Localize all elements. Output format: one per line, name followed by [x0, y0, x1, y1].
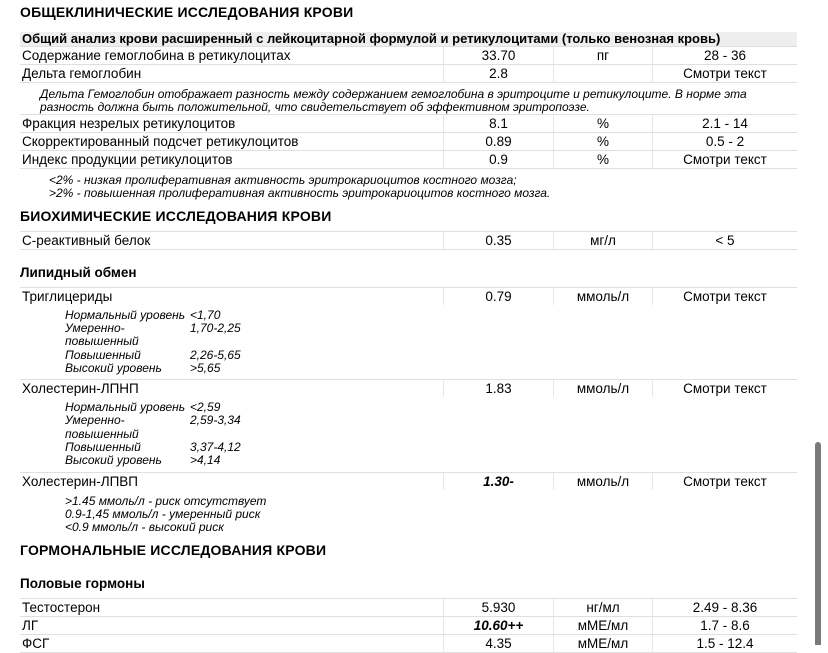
- results-table: [20, 379, 797, 397]
- level-row: [65, 349, 797, 362]
- footnote: [20, 174, 797, 201]
- test-value: 2.8: [443, 65, 553, 82]
- level-range: >5,65: [190, 360, 221, 375]
- test-value: 1.30-: [443, 473, 553, 490]
- level-range: >4,14: [190, 453, 221, 468]
- test-value: 33.70: [443, 47, 553, 64]
- section-header: ОБЩЕКЛИНИЧЕСКИЕ ИССЛЕДОВАНИЯ КРОВИ: [20, 4, 354, 20]
- level-label: Нормальный уровень: [65, 307, 186, 322]
- test-unit: %: [553, 151, 652, 168]
- result-row: [20, 472, 797, 490]
- test-name: Индекс продукции ретикулоцитов: [22, 152, 233, 168]
- reference-range: Смотри текст: [652, 288, 797, 305]
- test-name: Триглицериды: [22, 288, 113, 304]
- test-name: ЛГ: [22, 617, 39, 633]
- footnote-line: 0.9-1,45 ммоль/л - умеренный риск: [65, 506, 261, 521]
- test-value: 10.60++: [443, 617, 553, 634]
- result-row: [20, 379, 797, 397]
- result-row: [20, 132, 797, 150]
- results-table: [20, 46, 797, 83]
- test-name: Тестостерон: [22, 599, 101, 615]
- level-row: [65, 401, 797, 414]
- footnote: [20, 88, 797, 115]
- level-row: [65, 441, 797, 454]
- level-label: Повышенный: [65, 440, 141, 455]
- test-unit: мМЕ/мл: [553, 635, 652, 652]
- footnote-line: разность должна быть положительной, что свидетельствует об эффективном эритропоэзе.: [40, 99, 590, 114]
- level-label: Повышенный: [65, 347, 141, 362]
- footnote-line: Дельта Гемоглобин отображает разность между содержанием гемоглобина в эритроците и ретикулоците. В норме эта: [40, 86, 747, 101]
- test-unit: %: [553, 133, 652, 150]
- result-row: [20, 64, 797, 83]
- level-range: 1,70-2,25: [190, 320, 241, 335]
- reference-range: 2.1 - 14: [652, 115, 797, 132]
- subsection-header: Половые гормоны: [20, 575, 145, 591]
- reference-range: 1.5 - 12.4: [652, 635, 797, 652]
- section-header: БИОХИМИЧЕСКИЕ ИССЛЕДОВАНИЯ КРОВИ: [20, 207, 332, 224]
- test-name: ФСГ: [22, 635, 50, 651]
- test-value: 0.9: [443, 151, 553, 168]
- level-label: Нормальный уровень: [65, 400, 186, 415]
- test-name: Содержание гемоглобина в ретикулоцитах: [22, 47, 291, 63]
- level-range: 2,59-3,34: [190, 413, 241, 428]
- test-value: 0.79: [443, 288, 553, 305]
- test-group-banner: Общий анализ крови расширенный с лейкоцитарной формулой и ретикулоцитами (только венозная кровь): [20, 32, 797, 46]
- result-row: [20, 634, 797, 653]
- results-table: [20, 598, 797, 653]
- test-name: Холестерин-ЛПВП: [22, 473, 139, 489]
- test-unit: мг/л: [553, 232, 652, 249]
- test-value: 5.930: [443, 599, 553, 616]
- reference-range: 28 - 36: [652, 47, 797, 64]
- reference-range: Смотри текст: [652, 65, 797, 82]
- level-row: [65, 454, 797, 467]
- reference-range: Смотри текст: [652, 380, 797, 397]
- footnote-line: >2% - повышенная пролиферативная активность эритрокариоцитов костного мозга.: [49, 186, 551, 201]
- subsection-header: Липидный обмен: [20, 264, 137, 280]
- level-label: Высокий уровень: [65, 360, 162, 375]
- lab-report-document: [20, 5, 797, 653]
- reference-range: Смотри текст: [652, 473, 797, 490]
- test-name: Холестерин-ЛПНП: [22, 381, 139, 397]
- test-unit: нг/мл: [553, 599, 652, 616]
- reference-levels-note: [65, 401, 797, 467]
- level-range: 2,26-5,65: [190, 347, 241, 362]
- vertical-scrollbar-thumb[interactable]: [815, 442, 821, 645]
- test-unit: ммоль/л: [553, 380, 652, 397]
- level-label: Умеренно-повышенный: [65, 413, 139, 441]
- footnote-line: <2% - низкая пролиферативная активность эритрокариоцитов костного мозга;: [49, 173, 517, 188]
- result-row: [20, 114, 797, 132]
- footnote-line: <0.9 ммоль/л - высокий риск: [65, 520, 224, 535]
- test-value: 8.1: [443, 115, 553, 132]
- test-value: 0.89: [443, 133, 553, 150]
- result-row: [20, 616, 797, 634]
- test-unit: ммоль/л: [553, 473, 652, 490]
- result-row: [20, 150, 797, 169]
- reference-range: 0.5 - 2: [652, 133, 797, 150]
- result-row: [20, 287, 797, 305]
- test-value: 0.35: [443, 232, 553, 249]
- test-unit: мМЕ/мл: [553, 617, 652, 634]
- result-row: [20, 598, 797, 616]
- result-row: [20, 46, 797, 64]
- reference-range: < 5: [652, 232, 797, 249]
- test-unit: пг: [553, 47, 652, 64]
- reference-range: 1.7 - 8.6: [652, 617, 797, 634]
- test-value: 1.83: [443, 380, 553, 397]
- test-unit: [553, 65, 652, 82]
- level-row: [65, 322, 797, 349]
- level-range: <1,70: [190, 307, 221, 322]
- reference-levels-note: [65, 309, 797, 375]
- test-unit: ммоль/л: [553, 288, 652, 305]
- level-range: <2,59: [190, 400, 221, 415]
- result-row: [20, 231, 797, 250]
- footnote-line: >1.45 ммоль/л - риск отсутствует: [65, 493, 267, 508]
- section-header: ГОРМОНАЛЬНЫЕ ИССЛЕДОВАНИЯ КРОВИ: [20, 541, 327, 558]
- results-table: [20, 231, 797, 250]
- reference-range: Смотри текст: [652, 151, 797, 168]
- test-name: Дельта гемоглобин: [22, 65, 142, 81]
- results-table: [20, 287, 797, 305]
- level-range: 3,37-4,12: [190, 440, 241, 455]
- footnote: [20, 495, 797, 535]
- level-label: Высокий уровень: [65, 453, 162, 468]
- test-name: С-реактивный белок: [22, 232, 151, 248]
- level-row: [65, 414, 797, 441]
- test-name: Скорректированный подсчет ретикулоцитов: [22, 134, 299, 150]
- reference-range: 2.49 - 8.36: [652, 599, 797, 616]
- level-row: [65, 362, 797, 375]
- results-table: [20, 472, 797, 490]
- test-value: 4.35: [443, 635, 553, 652]
- test-unit: %: [553, 115, 652, 132]
- level-label: Умеренно-повышенный: [65, 320, 139, 349]
- results-table: [20, 114, 797, 169]
- test-name: Фракция незрелых ретикулоцитов: [22, 116, 236, 132]
- level-row: [65, 309, 797, 322]
